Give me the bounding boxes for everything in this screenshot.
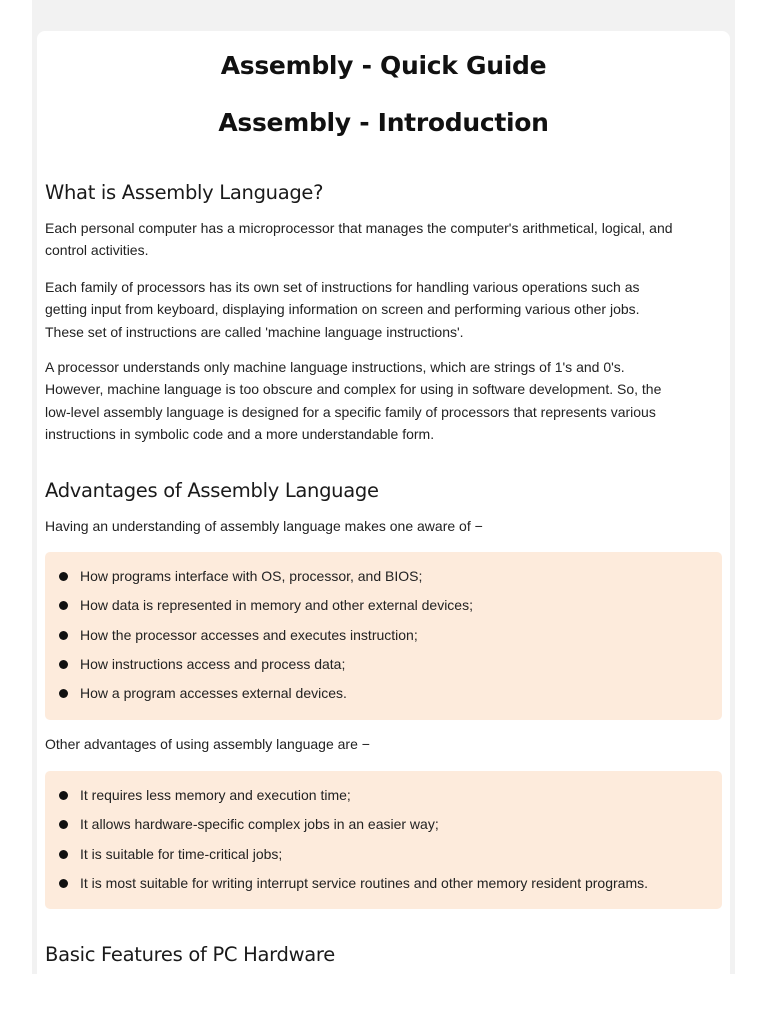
list-item (45, 591, 722, 620)
list-item (45, 869, 722, 898)
list-item-text: How programs interface with OS, processor, and BIOS; (80, 568, 423, 584)
paragraph-other-advantages-intro: Other advantages of using assembly language are − (45, 736, 370, 752)
list-item-text: It is suitable for time-critical jobs; (80, 845, 283, 862)
bullet-icon (59, 850, 68, 859)
list-item (45, 840, 722, 869)
paragraph-machine-language: A processor understands only machine language instructions, which are strings of 1's and 0's. However, machine language is too obscure and complex for using in software development. So, the low-level assembly language is designed for a specific family of processors that represents various instructions in symbolic code and a more understandable form. (45, 359, 662, 442)
bullet-icon (59, 631, 68, 640)
section-heading-pc-hardware: Basic Features of PC Hardware (45, 943, 335, 966)
other-advantages-list-box (45, 771, 722, 909)
list-item (45, 650, 722, 679)
paragraph-microprocessor: Each personal computer has a microprocessor that manages the computer's arithmetical, logical, and control activities. (45, 220, 673, 259)
bullet-icon (59, 601, 68, 610)
paragraph-advantages-intro: Having an understanding of assembly language makes one aware of − (45, 518, 483, 534)
section-heading-advantages: Advantages of Assembly Language (45, 479, 379, 502)
list-item (45, 781, 722, 810)
list-item-text: How instructions access and process data; (80, 655, 346, 672)
list-item (45, 621, 722, 650)
other-advantages-list (45, 771, 722, 898)
advantages-list (45, 552, 722, 708)
list-item (45, 810, 722, 839)
list-item-text: It allows hardware-specific complex jobs in an easier way; (80, 816, 439, 833)
list-item-text: How data is represented in memory and other external devices; (80, 597, 473, 614)
list-item (45, 679, 722, 708)
bullet-icon (59, 820, 68, 829)
bullet-icon (59, 879, 68, 888)
section-heading-what-is: What is Assembly Language? (45, 181, 324, 204)
list-item-text: How a program accesses external devices. (80, 685, 347, 702)
list-item (45, 562, 722, 591)
page-title: Assembly - Quick Guide (220, 51, 547, 80)
paragraph-instruction-set: Each family of processors has its own set of instructions for handling various operations such as getting input from keyboard, displaying information on screen and performing various other jobs. These set of instructions are called 'machine language instructions'. (45, 279, 640, 340)
advantages-list-box (45, 552, 722, 720)
list-item-text: It requires less memory and execution time; (80, 787, 351, 803)
bullet-icon (59, 689, 68, 698)
bullet-icon (59, 572, 68, 581)
list-item-text: How the processor accesses and executes instruction; (80, 626, 418, 643)
bullet-icon (59, 791, 68, 800)
bullet-icon (59, 660, 68, 669)
list-item-text: It is most suitable for writing interrupt service routines and other memory resident programs. (80, 874, 649, 891)
article-card (37, 31, 730, 974)
chapter-title: Assembly - Introduction (218, 108, 549, 137)
